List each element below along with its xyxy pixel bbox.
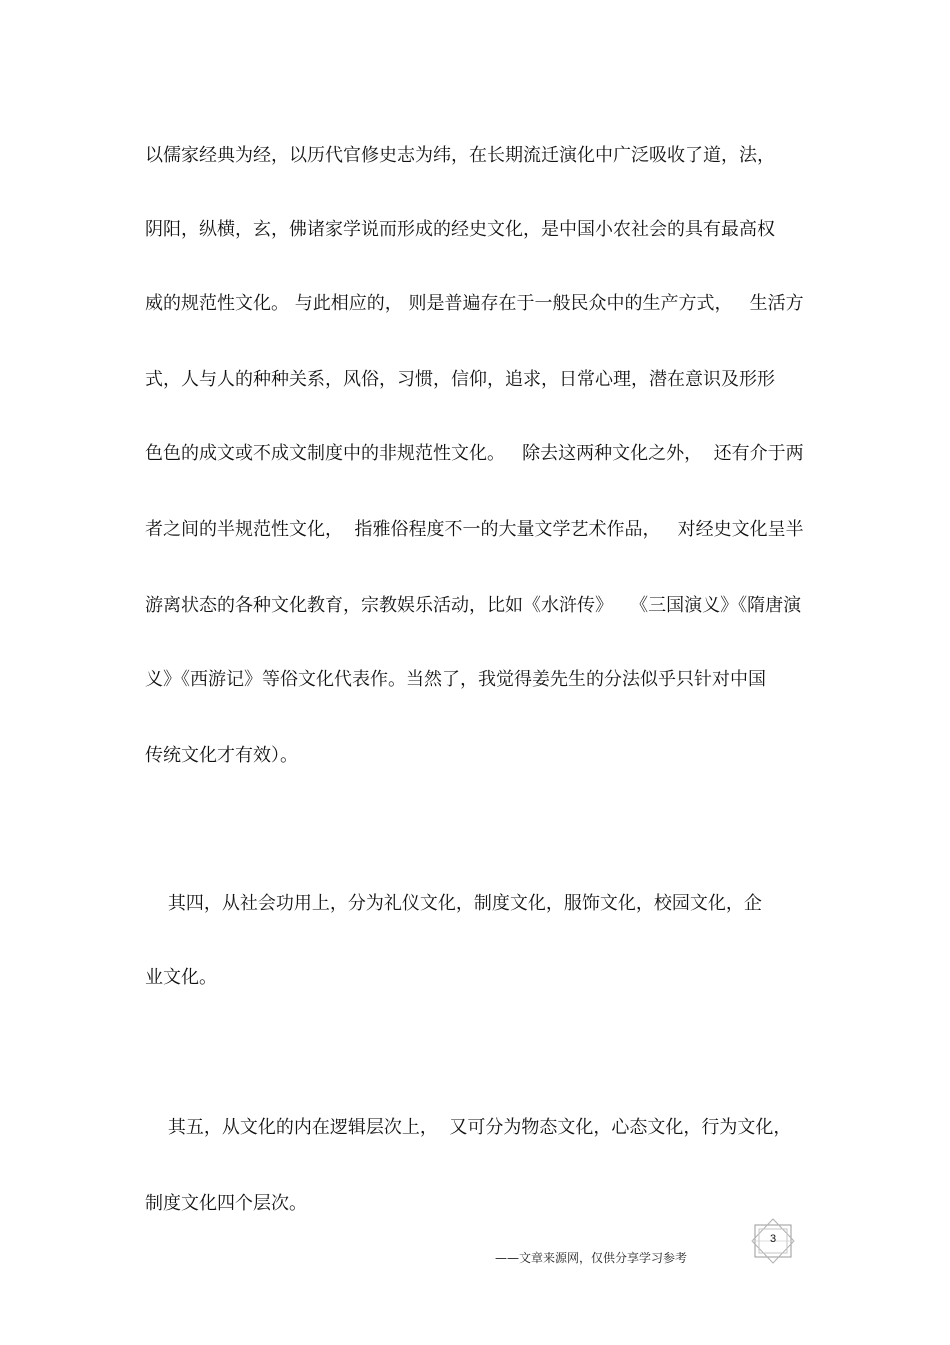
text-line: 游离状态的各种文化教育，宗教娱乐活动，比如《水浒传》 《三国演义》《隋唐演 xyxy=(145,595,802,616)
text-line: 阴阳，纵横，玄，佛诸家学说而形成的经史文化，是中国小农社会的具有最高权 xyxy=(145,219,775,240)
paragraph-four-line: 业文化。 xyxy=(145,967,217,988)
footer-source-note: ——文章来源网，仅供分享学习参考 xyxy=(495,1251,688,1265)
paragraph-five-line: 制度文化四个层次。 xyxy=(145,1193,307,1214)
text-line: 色色的成文或不成文制度中的非规范性文化。 除去这两种文化之外， 还有介于两 xyxy=(145,443,804,464)
text-line: 式，人与人的种种关系，风俗，习惯，信仰，追求，日常心理，潜在意识及形形 xyxy=(145,369,775,390)
text-line: 传统文化才有效）。 xyxy=(145,745,298,766)
text-line: 者之间的半规范性文化， 指雅俗程度不一的大量文学艺术作品， 对经史文化呈半 xyxy=(145,519,804,540)
paragraph-four-line: 其四，从社会功用上，分为礼仪文化，制度文化，服饰文化，校园文化，企 xyxy=(145,893,762,914)
page-number-badge xyxy=(748,1218,798,1264)
text-line: 义》《西游记》等俗文化代表作。当然了，我觉得姜先生的分法似乎只针对中国 xyxy=(145,669,766,690)
paragraph-five-line: 其五，从文化的内在逻辑层次上， 又可分为物态文化，心态文化，行为文化， xyxy=(145,1117,792,1138)
text-line: 以儒家经典为经，以历代官修史志为纬，在长期流迁演化中广泛吸收了道，法， xyxy=(145,145,775,166)
text-line: 威的规范性文化。 与此相应的， 则是普遍存在于一般民众中的生产方式， 生活方 xyxy=(145,293,804,314)
page-number: 3 xyxy=(769,1233,777,1245)
